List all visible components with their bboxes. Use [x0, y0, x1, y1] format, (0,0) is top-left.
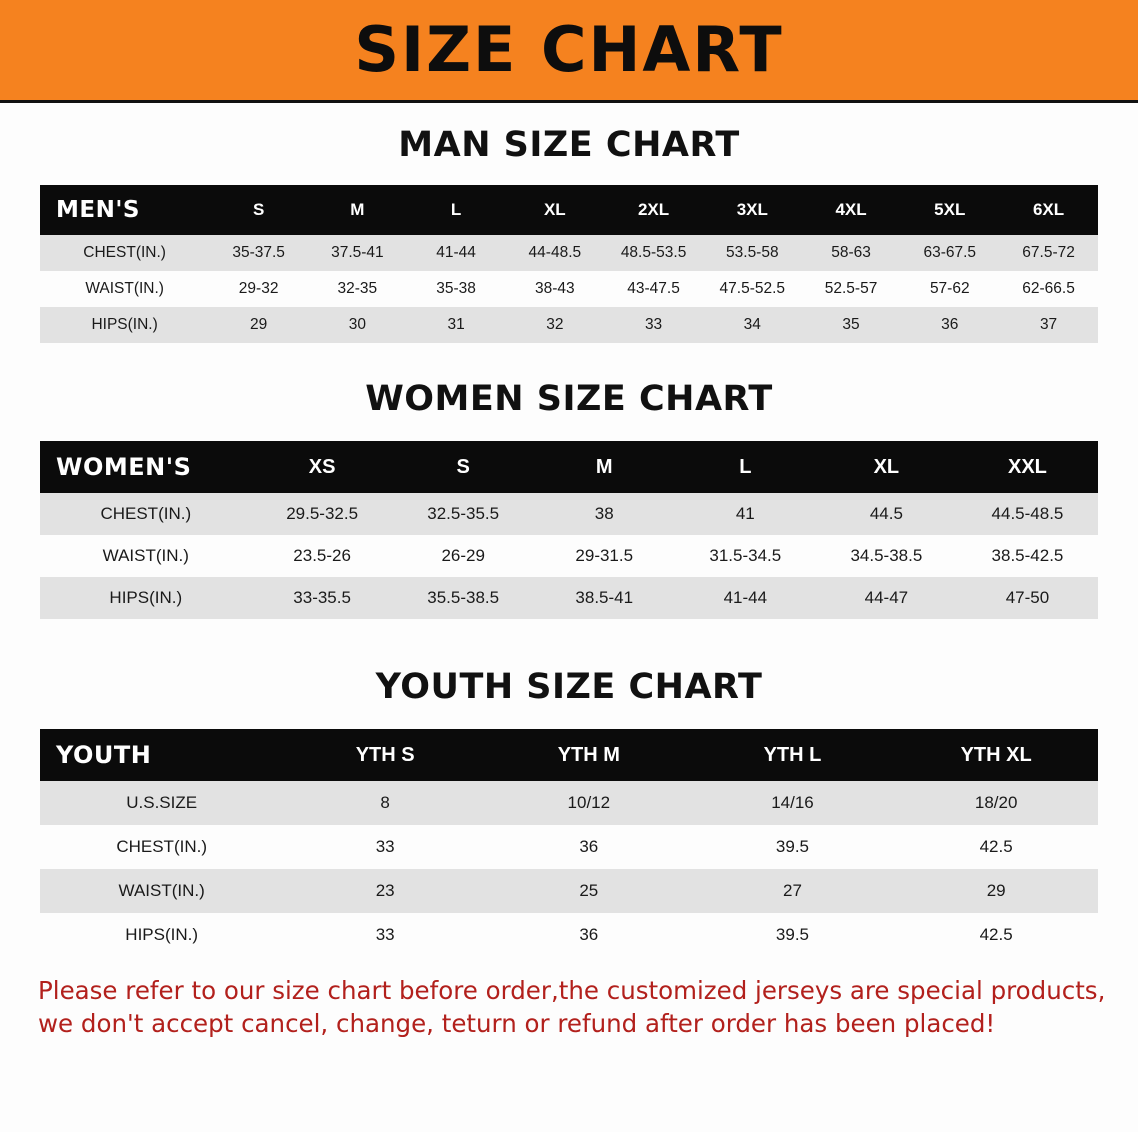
women-row-label: HIPS(IN.)	[40, 577, 252, 619]
women-col-header: M	[534, 441, 675, 493]
table-row	[40, 913, 1098, 957]
man-cell: 41-44	[407, 235, 506, 271]
women-cell: 38.5-41	[534, 577, 675, 619]
youth-cell: 29	[894, 869, 1098, 913]
youth-row-label: HIPS(IN.)	[40, 913, 283, 957]
youth-row-label: U.S.SIZE	[40, 781, 283, 825]
women-cell: 31.5-34.5	[675, 535, 816, 577]
table-header-row	[40, 185, 1098, 235]
man-table-head	[40, 185, 1098, 235]
man-cell: 53.5-58	[703, 235, 802, 271]
man-cell: 62-66.5	[999, 271, 1098, 307]
man-cell: 43-47.5	[604, 271, 703, 307]
youth-table-head	[40, 729, 1098, 781]
man-cell: 44-48.5	[505, 235, 604, 271]
youth-cell: 36	[487, 825, 691, 869]
women-cell: 26-29	[393, 535, 534, 577]
women-cell: 34.5-38.5	[816, 535, 957, 577]
man-row-label: WAIST(IN.)	[40, 271, 209, 307]
youth-cell: 33	[283, 825, 487, 869]
youth-cell: 14/16	[691, 781, 895, 825]
man-cell: 52.5-57	[802, 271, 901, 307]
women-table-head	[40, 441, 1098, 493]
youth-row-label: WAIST(IN.)	[40, 869, 283, 913]
youth-size-table	[40, 729, 1098, 957]
man-col-header: 6XL	[999, 185, 1098, 235]
man-cell: 67.5-72	[999, 235, 1098, 271]
man-cell: 58-63	[802, 235, 901, 271]
women-col-header: S	[393, 441, 534, 493]
man-size-table	[40, 185, 1098, 343]
man-table-body	[40, 235, 1098, 343]
man-cell: 35-38	[407, 271, 506, 307]
youth-col-header: YTH S	[283, 729, 487, 781]
page-banner	[0, 0, 1138, 103]
youth-cell: 42.5	[894, 825, 1098, 869]
table-row	[40, 869, 1098, 913]
women-cell: 38.5-42.5	[957, 535, 1098, 577]
women-cell: 32.5-35.5	[393, 493, 534, 535]
women-cell: 44.5	[816, 493, 957, 535]
youth-cell: 10/12	[487, 781, 691, 825]
women-col-header: XL	[816, 441, 957, 493]
man-corner-label: MEN'S	[40, 185, 209, 235]
youth-corner-label: YOUTH	[40, 729, 283, 781]
table-header-row	[40, 441, 1098, 493]
women-col-header: XS	[252, 441, 393, 493]
youth-section-heading: YOUTH SIZE CHART	[375, 667, 763, 707]
women-col-header: L	[675, 441, 816, 493]
table-row	[40, 235, 1098, 271]
youth-cell: 8	[283, 781, 487, 825]
table-row	[40, 307, 1098, 343]
policy-note	[38, 975, 1106, 1040]
table-row	[40, 577, 1098, 619]
youth-col-header: YTH L	[691, 729, 895, 781]
man-col-header: 4XL	[802, 185, 901, 235]
man-cell: 38-43	[505, 271, 604, 307]
women-cell: 35.5-38.5	[393, 577, 534, 619]
man-cell: 29-32	[209, 271, 308, 307]
man-row-label: HIPS(IN.)	[40, 307, 209, 343]
youth-cell: 42.5	[894, 913, 1098, 957]
table-row	[40, 271, 1098, 307]
man-cell: 36	[900, 307, 999, 343]
women-cell: 29-31.5	[534, 535, 675, 577]
women-row-label: WAIST(IN.)	[40, 535, 252, 577]
table-row	[40, 825, 1098, 869]
man-size-table-wrap	[40, 185, 1098, 343]
policy-note-line-2: we don't accept cancel, change, teturn or refund after order has been placed!	[38, 1008, 996, 1038]
women-cell: 41-44	[675, 577, 816, 619]
man-cell: 47.5-52.5	[703, 271, 802, 307]
women-cell: 33-35.5	[252, 577, 393, 619]
man-cell: 31	[407, 307, 506, 343]
man-cell: 35	[802, 307, 901, 343]
women-section-heading: WOMEN SIZE CHART	[365, 379, 773, 419]
youth-row-label: CHEST(IN.)	[40, 825, 283, 869]
youth-cell: 23	[283, 869, 487, 913]
man-col-header: S	[209, 185, 308, 235]
man-cell: 35-37.5	[209, 235, 308, 271]
man-cell: 37	[999, 307, 1098, 343]
youth-cell: 25	[487, 869, 691, 913]
youth-col-header: YTH XL	[894, 729, 1098, 781]
man-cell: 63-67.5	[900, 235, 999, 271]
man-col-header: XL	[505, 185, 604, 235]
table-row	[40, 493, 1098, 535]
table-header-row	[40, 729, 1098, 781]
man-cell: 57-62	[900, 271, 999, 307]
man-cell: 48.5-53.5	[604, 235, 703, 271]
man-cell: 32-35	[308, 271, 407, 307]
women-size-table	[40, 441, 1098, 619]
man-col-header: L	[407, 185, 506, 235]
man-col-header: 5XL	[900, 185, 999, 235]
page-title: SIZE CHART	[354, 13, 784, 86]
man-cell: 29	[209, 307, 308, 343]
youth-cell: 39.5	[691, 825, 895, 869]
women-cell: 44-47	[816, 577, 957, 619]
women-cell: 41	[675, 493, 816, 535]
man-cell: 32	[505, 307, 604, 343]
women-col-header: XXL	[957, 441, 1098, 493]
man-cell: 33	[604, 307, 703, 343]
youth-cell: 39.5	[691, 913, 895, 957]
man-section-heading: MAN SIZE CHART	[398, 125, 740, 165]
policy-note-line-1: Please refer to our size chart before order,the customized jerseys are special products,	[38, 976, 1106, 1005]
youth-cell: 27	[691, 869, 895, 913]
man-col-header: 2XL	[604, 185, 703, 235]
youth-cell: 33	[283, 913, 487, 957]
women-row-label: CHEST(IN.)	[40, 493, 252, 535]
youth-cell: 36	[487, 913, 691, 957]
women-cell: 44.5-48.5	[957, 493, 1098, 535]
women-cell: 38	[534, 493, 675, 535]
man-col-header: M	[308, 185, 407, 235]
man-cell: 30	[308, 307, 407, 343]
women-size-table-wrap	[40, 441, 1098, 619]
man-row-label: CHEST(IN.)	[40, 235, 209, 271]
women-cell: 23.5-26	[252, 535, 393, 577]
table-row	[40, 781, 1098, 825]
youth-table-body	[40, 781, 1098, 957]
youth-cell: 18/20	[894, 781, 1098, 825]
man-col-header: 3XL	[703, 185, 802, 235]
women-cell: 47-50	[957, 577, 1098, 619]
youth-col-header: YTH M	[487, 729, 691, 781]
man-cell: 37.5-41	[308, 235, 407, 271]
table-row	[40, 535, 1098, 577]
youth-size-table-wrap	[40, 729, 1098, 957]
women-table-body	[40, 493, 1098, 619]
man-cell: 34	[703, 307, 802, 343]
women-cell: 29.5-32.5	[252, 493, 393, 535]
women-corner-label: WOMEN'S	[40, 441, 252, 493]
